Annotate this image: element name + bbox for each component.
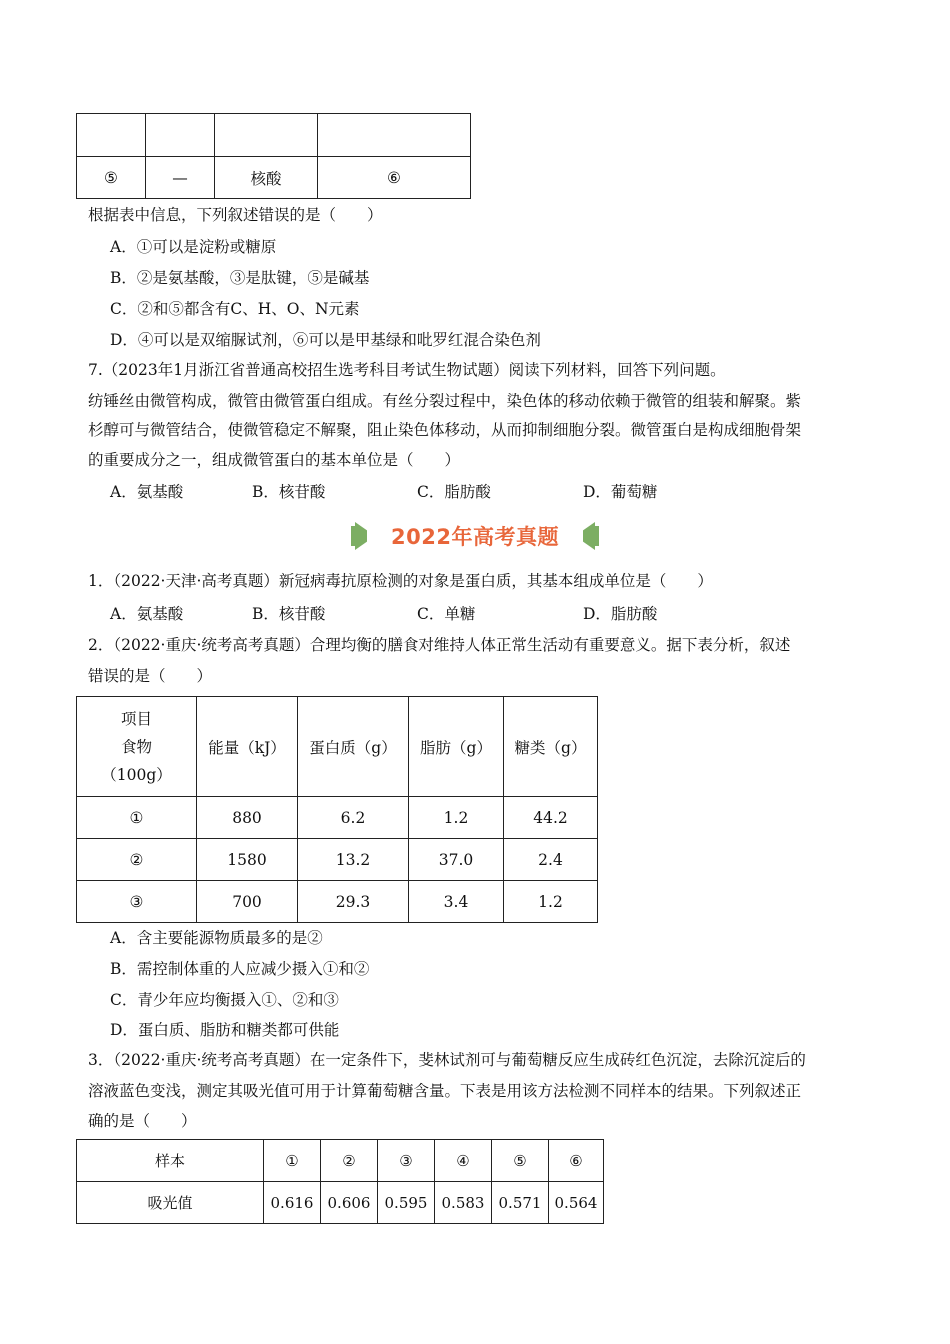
table-cell: 核酸 bbox=[215, 157, 318, 199]
passage-line: 纺锤丝由微管构成，微管由微管蛋白组成。有丝分裂过程中，染色体的移动依赖于微管的组装和解聚。紫 bbox=[88, 392, 802, 410]
table-cell: ⑥ bbox=[318, 157, 471, 199]
option-a: A．含主要能源物质最多的是② bbox=[110, 929, 323, 947]
table-cell: 6.2 bbox=[298, 797, 409, 839]
question-stem: 3．（2022·重庆·统考高考真题）在一定条件下，斐林试剂可与葡萄糖反应生成砖红色沉淀，去除沉淀后的 bbox=[88, 1051, 806, 1069]
table-cell: ① bbox=[77, 797, 197, 839]
table-row bbox=[77, 1140, 604, 1182]
table-cell: 0.564 bbox=[549, 1182, 604, 1224]
option-d: D．蛋白质、脂肪和糖类都可供能 bbox=[110, 1021, 340, 1039]
table-cell: 29.3 bbox=[298, 881, 409, 923]
option-b: B．核苷酸 bbox=[252, 483, 326, 501]
option-c: C．②和⑤都含有C、H、O、N元素 bbox=[110, 300, 360, 318]
table-cell: 0.595 bbox=[378, 1182, 435, 1224]
table-cell: 0.616 bbox=[264, 1182, 321, 1224]
table-row bbox=[77, 839, 598, 881]
table-cell: 1580 bbox=[197, 839, 298, 881]
table-cell: 1.2 bbox=[504, 881, 598, 923]
option-d: D．葡萄糖 bbox=[583, 483, 658, 501]
question-stem: 1．（2022·天津·高考真题）新冠病毒抗原检测的对象是蛋白质，其基本组成单位是（ ） bbox=[88, 572, 713, 590]
option-d: D．④可以是双缩脲试剂，⑥可以是甲基绿和吡罗红混合染色剂 bbox=[110, 331, 541, 349]
table-cell: 3.4 bbox=[409, 881, 504, 923]
passage-line: 杉醇可与微管结合，使微管稳定不解聚，阻止染色体移动，从而抑制细胞分裂。微管蛋白是构成细胞骨架 bbox=[88, 421, 802, 439]
option-d: D．脂肪酸 bbox=[583, 605, 658, 623]
option-c: C．青少年应均衡摄入①、②和③ bbox=[110, 991, 339, 1009]
table-cell bbox=[146, 114, 215, 157]
table-header: ② bbox=[321, 1140, 378, 1182]
option-b: B．②是氨基酸，③是肽键，⑤是碱基 bbox=[110, 269, 370, 287]
table-row bbox=[77, 797, 598, 839]
top-table bbox=[76, 113, 471, 199]
table-cell: — bbox=[146, 157, 215, 199]
option-c: C．单糖 bbox=[417, 605, 476, 623]
passage-line: 的重要成分之一，组成微管蛋白的基本单位是（ ） bbox=[88, 451, 461, 469]
table-header: 样本 bbox=[77, 1140, 264, 1182]
option-b: B．需控制体重的人应减少摄入①和② bbox=[110, 960, 370, 978]
table-cell: 0.583 bbox=[435, 1182, 492, 1224]
table-header: 蛋白质（g） bbox=[298, 697, 409, 797]
question-stem: 2．（2022·重庆·统考高考真题）合理均衡的膳食对维持人体正常生活动有重要意义。据下表分析，叙述 bbox=[88, 636, 791, 654]
table-cell: ③ bbox=[77, 881, 197, 923]
section-title: 2022年高考真题 bbox=[391, 525, 559, 549]
table-cell: 1.2 bbox=[409, 797, 504, 839]
question-stem: 7.（2023年1月浙江省普通高校招生选考科目考试生物试题）阅读下列材料，回答下列问题。 bbox=[88, 361, 726, 379]
table-cell: 0.571 bbox=[492, 1182, 549, 1224]
question-stem: 确的是（ ） bbox=[88, 1112, 197, 1130]
table-cell: 880 bbox=[197, 797, 298, 839]
table-row bbox=[77, 881, 598, 923]
option-a: A．氨基酸 bbox=[110, 605, 184, 623]
option-a: A．氨基酸 bbox=[110, 483, 184, 501]
table-cell: ② bbox=[77, 839, 197, 881]
table-cell: 0.606 bbox=[321, 1182, 378, 1224]
table-cell: 44.2 bbox=[504, 797, 598, 839]
table-cell: 2.4 bbox=[504, 839, 598, 881]
table-header: ③ bbox=[378, 1140, 435, 1182]
question-stem: 错误的是（ ） bbox=[88, 667, 213, 685]
table-header: 脂肪（g） bbox=[409, 697, 504, 797]
banner-right-mark bbox=[595, 526, 599, 546]
table-header: ⑤ bbox=[492, 1140, 549, 1182]
table-row bbox=[77, 1182, 604, 1224]
question-stem: 溶液蓝色变浅，测定其吸光值可用于计算葡萄糖含量。下表是用该方法检测不同样本的结果。下列叙述正 bbox=[88, 1082, 802, 1100]
table-header: ④ bbox=[435, 1140, 492, 1182]
nutrition-table bbox=[76, 696, 598, 923]
option-a: A．①可以是淀粉或糖原 bbox=[110, 238, 277, 256]
option-b: B．核苷酸 bbox=[252, 605, 326, 623]
option-c: C．脂肪酸 bbox=[417, 483, 491, 501]
table-header: ① bbox=[264, 1140, 321, 1182]
table-cell: 13.2 bbox=[298, 839, 409, 881]
absorbance-table bbox=[76, 1139, 604, 1224]
table-cell: ⑤ bbox=[77, 157, 146, 199]
table-header: 糖类（g） bbox=[504, 697, 598, 797]
table-cell bbox=[77, 114, 146, 157]
section-banner bbox=[351, 518, 599, 554]
table-header: ⑥ bbox=[549, 1140, 604, 1182]
question-stem: 根据表中信息，下列叙述错误的是（ ） bbox=[88, 206, 383, 224]
table-cell bbox=[215, 114, 318, 157]
table-cell: 37.0 bbox=[409, 839, 504, 881]
table-header: 能量（kJ） bbox=[197, 697, 298, 797]
table-header-corner: 项目 食物 （100g） bbox=[77, 697, 197, 797]
table-cell: 吸光值 bbox=[77, 1182, 264, 1224]
table-cell bbox=[318, 114, 471, 157]
table-cell: 700 bbox=[197, 881, 298, 923]
